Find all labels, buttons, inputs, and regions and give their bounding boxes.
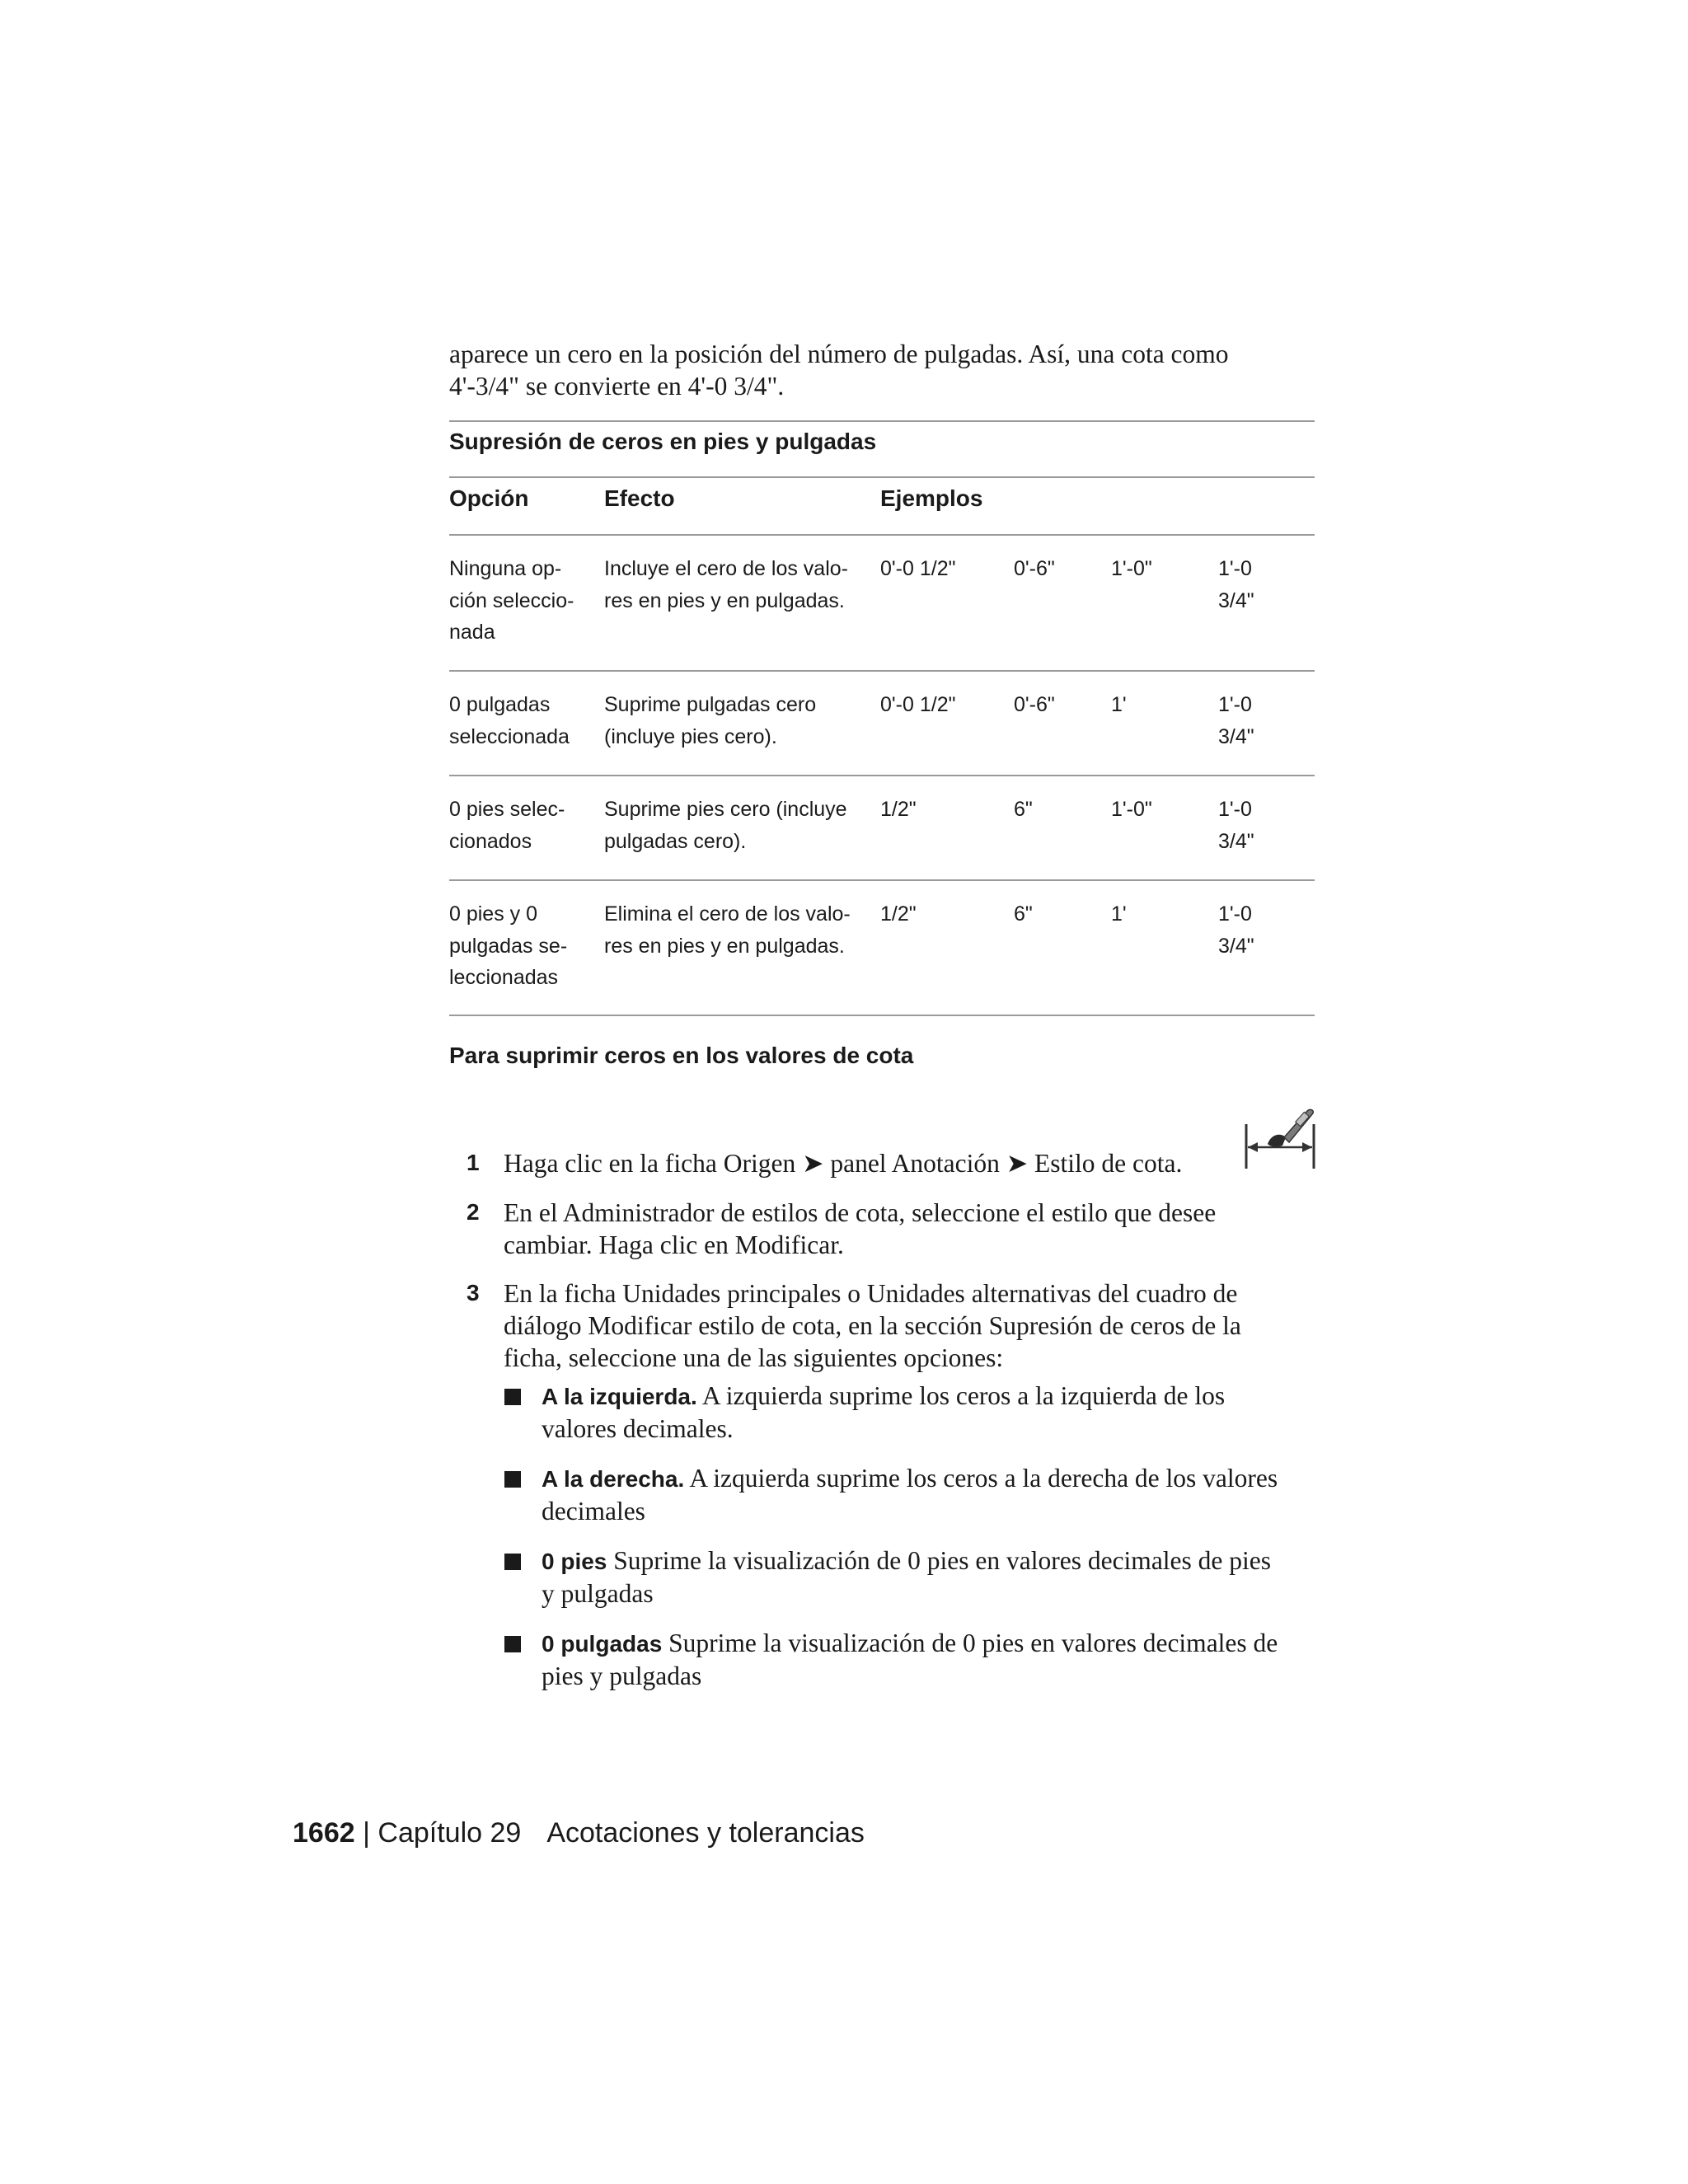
bullet-item: 0 pies Suprime la visualización de 0 pies en valores decimales de pies y pulgadas — [542, 1546, 1272, 1608]
bullet-square-icon — [504, 1471, 521, 1488]
table-row-4-effect: Elimina el cero de los valo- res en pies y en pulgadas. — [604, 902, 851, 958]
intro-paragraph — [449, 338, 1323, 402]
table-row-3-example-1: 1/2" — [880, 798, 917, 821]
bullet-item: A la derecha. A izquierda suprime los ceros a la derecha de los valores decimales — [542, 1464, 1278, 1526]
table-row-1-option: Ninguna op- ción seleccio- nada — [449, 557, 574, 644]
table-row-3-example-3: 1'-0" — [1111, 798, 1152, 821]
table-row-rule — [449, 879, 1315, 881]
bullet-square-icon — [504, 1389, 521, 1405]
step-number: 3 — [467, 1280, 480, 1305]
chapter-title: Acotaciones y tolerancias — [546, 1817, 865, 1849]
column-header-effect: Efecto — [604, 485, 675, 511]
table-row-4-option: 0 pies y 0 pulgadas se- leccionadas — [449, 902, 568, 989]
table-row-3-option: 0 pies selec- cionados — [449, 798, 565, 853]
step-number: 2 — [467, 1199, 480, 1225]
bullet-square-icon — [504, 1636, 521, 1652]
bullet-item: 0 pulgadas Suprime la visualización de 0 pies en valores decimales de pies y pulgadas — [542, 1629, 1278, 1690]
chapter-label: Capítulo 29 — [377, 1817, 522, 1849]
procedure-heading: Para suprimir ceros en los valores de cota — [449, 1043, 914, 1068]
step-text: En la ficha Unidades principales o Unidades alternativas del cuadro de diálogo Modificar estilo de cota, en la sección Supresión de ceros de la ficha, seleccione una de las siguientes opciones: — [504, 1279, 1241, 1372]
table-header-rule — [449, 534, 1315, 536]
table-row-4-example-3: 1' — [1111, 902, 1127, 926]
table-row-1-example-2: 0'-6" — [1014, 557, 1055, 580]
column-header-examples: Ejemplos — [880, 485, 983, 511]
table-row-1-example-4: 1'-0 3/4" — [1218, 557, 1254, 612]
table-row-4-example-1: 1/2" — [880, 902, 917, 926]
table-row-3-example-2: 6" — [1014, 798, 1033, 821]
table-bottom-rule — [449, 1015, 1315, 1016]
step-text: Haga clic en la ficha Origen ➤ panel Anotación ➤ Estilo de cota. — [504, 1149, 1183, 1178]
table-row-2-example-1: 0'-0 1/2" — [880, 693, 956, 716]
page-footer — [293, 1817, 865, 1849]
table-row-rule — [449, 670, 1315, 672]
table-row-3-example-4: 1'-0 3/4" — [1218, 798, 1254, 853]
footer-separator: | — [363, 1817, 370, 1849]
table-title: Supresión de ceros en pies y pulgadas — [449, 429, 877, 454]
table-row-rule — [449, 775, 1315, 776]
bullet-square-icon — [504, 1554, 521, 1570]
table-row-2-example-3: 1' — [1111, 693, 1127, 716]
table-row-4-example-4: 1'-0 3/4" — [1218, 902, 1254, 958]
table-top-rule — [449, 420, 1315, 422]
table-row-2-effect: Suprime pulgadas cero (incluye pies cero). — [604, 693, 817, 748]
step-number: 1 — [467, 1150, 480, 1175]
table-row-2-example-2: 0'-6" — [1014, 693, 1055, 716]
page-number: 1662 — [293, 1817, 355, 1849]
dimension-style-icon — [1243, 1104, 1317, 1172]
table-row-2-option: 0 pulgadas seleccionada — [449, 693, 570, 748]
intro-line: 4'-3/4" se convierte en 4'-0 3/4". — [449, 372, 785, 401]
table-row-4-example-2: 6" — [1014, 902, 1033, 926]
column-header-option: Opción — [449, 485, 529, 511]
table-row-1-effect: Incluye el cero de los valo- res en pies y en pulgadas. — [604, 557, 848, 612]
table-row-3-effect: Suprime pies cero (incluye pulgadas cero). — [604, 798, 847, 853]
step-text: En el Administrador de estilos de cota, seleccione el estilo que desee cambiar. Haga clic en Modificar. — [504, 1198, 1217, 1259]
table-row-2-example-4: 1'-0 3/4" — [1218, 693, 1254, 748]
table-row-1-example-1: 0'-0 1/2" — [880, 557, 956, 580]
bullet-item: A la izquierda. A izquierda suprime los ceros a la izquierda de los valores decimales. — [542, 1381, 1226, 1443]
table-title-rule — [449, 476, 1315, 478]
intro-line: aparece un cero en la posición del número de pulgadas. Así, una cota como — [449, 340, 1229, 368]
table-row-1-example-3: 1'-0" — [1111, 557, 1152, 580]
